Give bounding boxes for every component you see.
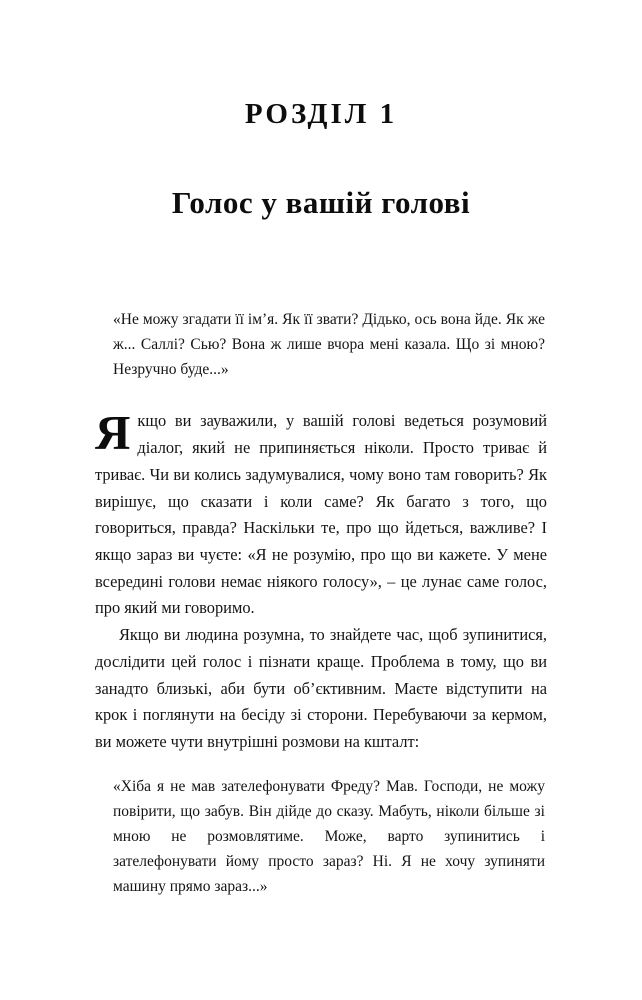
body-text <box>95 221 547 899</box>
page-title: Голос у вашій голові <box>171 185 471 220</box>
chapter-label: РОЗДІЛ 1 <box>244 98 398 130</box>
paragraph-two: Якщо ви людина розумна, то знайдете час, щоб зупинитися, дослідити цей голос і пізнати краще. Проблема в тому, що ви занадто близькі, аби бути об’єктивним. Маєте відступити на крок і поглянути на бесіду зі сторони. Перебуваючи за кермом, ви можете чути внутрішні розмови на кшталт: <box>95 625 547 752</box>
paragraph-one-text: кщо ви зауважили, у вашій голові ведеться розумовий діалог, який не припиняється ніколи. Просто триває й триває. Чи ви колись задумувалися, чому воно там говорить? Як вирішує, що сказати і коли саме? Як багато з того, що говориться, правда? Наскільки те, про що йдеться, важливе? І якщо зараз ви чуєте: «Я не розумію, про що ви кажете. У мене всередині голови немає ніякого голосу», – це лунає саме голос, про який ми говоримо. <box>95 411 547 618</box>
blockquote-second: «Хіба я не мав зателефонувати Фреду? Мав. Господи, не можу повірити, що забув. Він дійде до сказу. Мабуть, ніколи більше зі мною не розмовлятиме. Може, варто зупинитись і зателефонувати йому просто зараз? Ні. Я не хочу зупиняти машину прямо зараз...» <box>113 777 545 896</box>
blockquote-first: «Не можу згадати її ім’я. Як її звати? Дідько, ось вона йде. Як же ж... Саллі? Сью? Вона ж лише вчора мені казала. Що зі мною? Незручно буде...» <box>113 311 545 379</box>
paragraph-one <box>95 405 547 622</box>
drop-cap: Я <box>95 405 131 461</box>
